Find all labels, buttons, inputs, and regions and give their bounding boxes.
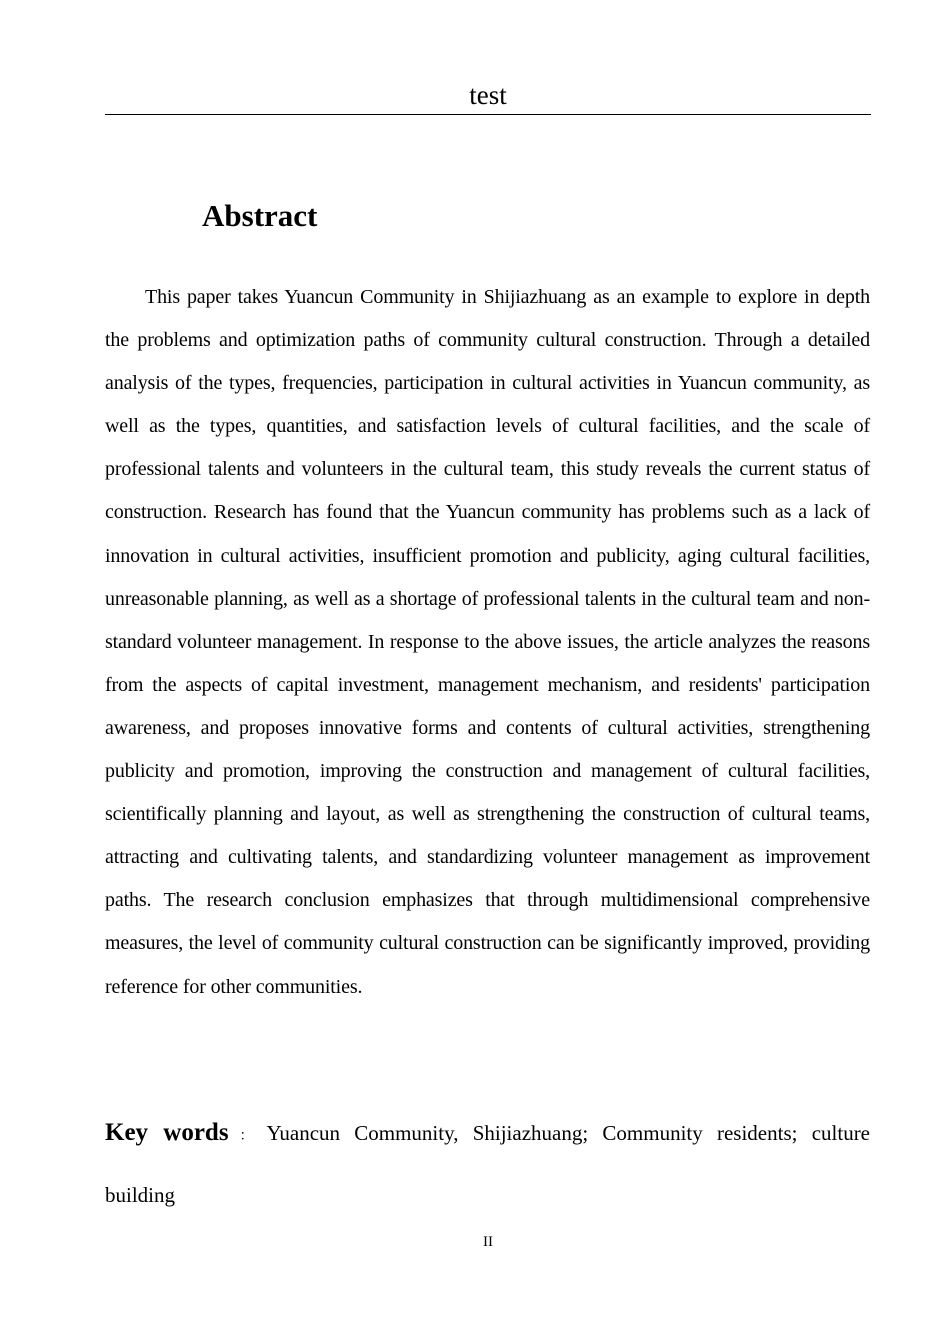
keywords-separator: ： [230, 1129, 263, 1144]
keywords-text: Yuancun Community, Shijiazhuang; Community residents; culture building [105, 1121, 871, 1207]
abstract-heading: Abstract [202, 198, 318, 233]
page-number: II [483, 1234, 493, 1250]
keywords-label: Key words [105, 1119, 229, 1146]
running-header [105, 80, 871, 115]
running-header-title: test [469, 80, 507, 110]
abstract-body: This paper takes Yuancun Community in Shijiazhuang as an example to explore in depth the problems and optimization paths of community cultural construction. Through a detailed analysis of the types, frequencies, participation in cultural activities in Yuancun community, as well as the types, quantities, and satisfaction levels of cultural facilities, and the scale of professional talents and volunteers in the cultural team, this study reveals the current status of construction. Research has found that the Yuancun community has problems such as a lack of innovation in cultural activities, insufficient promotion and publicity, aging cultural facilities, unreasonable planning, as well as a shortage of professional talents in the cultural team and non-standard volunteer management. In response to the above issues, the article analyzes the reasons from the aspects of capital investment, management mechanism, and residents' participation awareness, and proposes innovative forms and contents of cultural activities, strengthening publicity and promotion, improving the construction and management of cultural facilities, scientifically planning and layout, as well as strengthening the construction of cultural teams, attracting and cultivating talents, and standardizing volunteer management as improvement paths. The research conclusion emphasizes that through multidimensional comprehensive measures, the level of community cultural construction can be significantly improved, providing reference for other communities. [105, 286, 870, 998]
keywords-paragraph [105, 1104, 870, 1224]
